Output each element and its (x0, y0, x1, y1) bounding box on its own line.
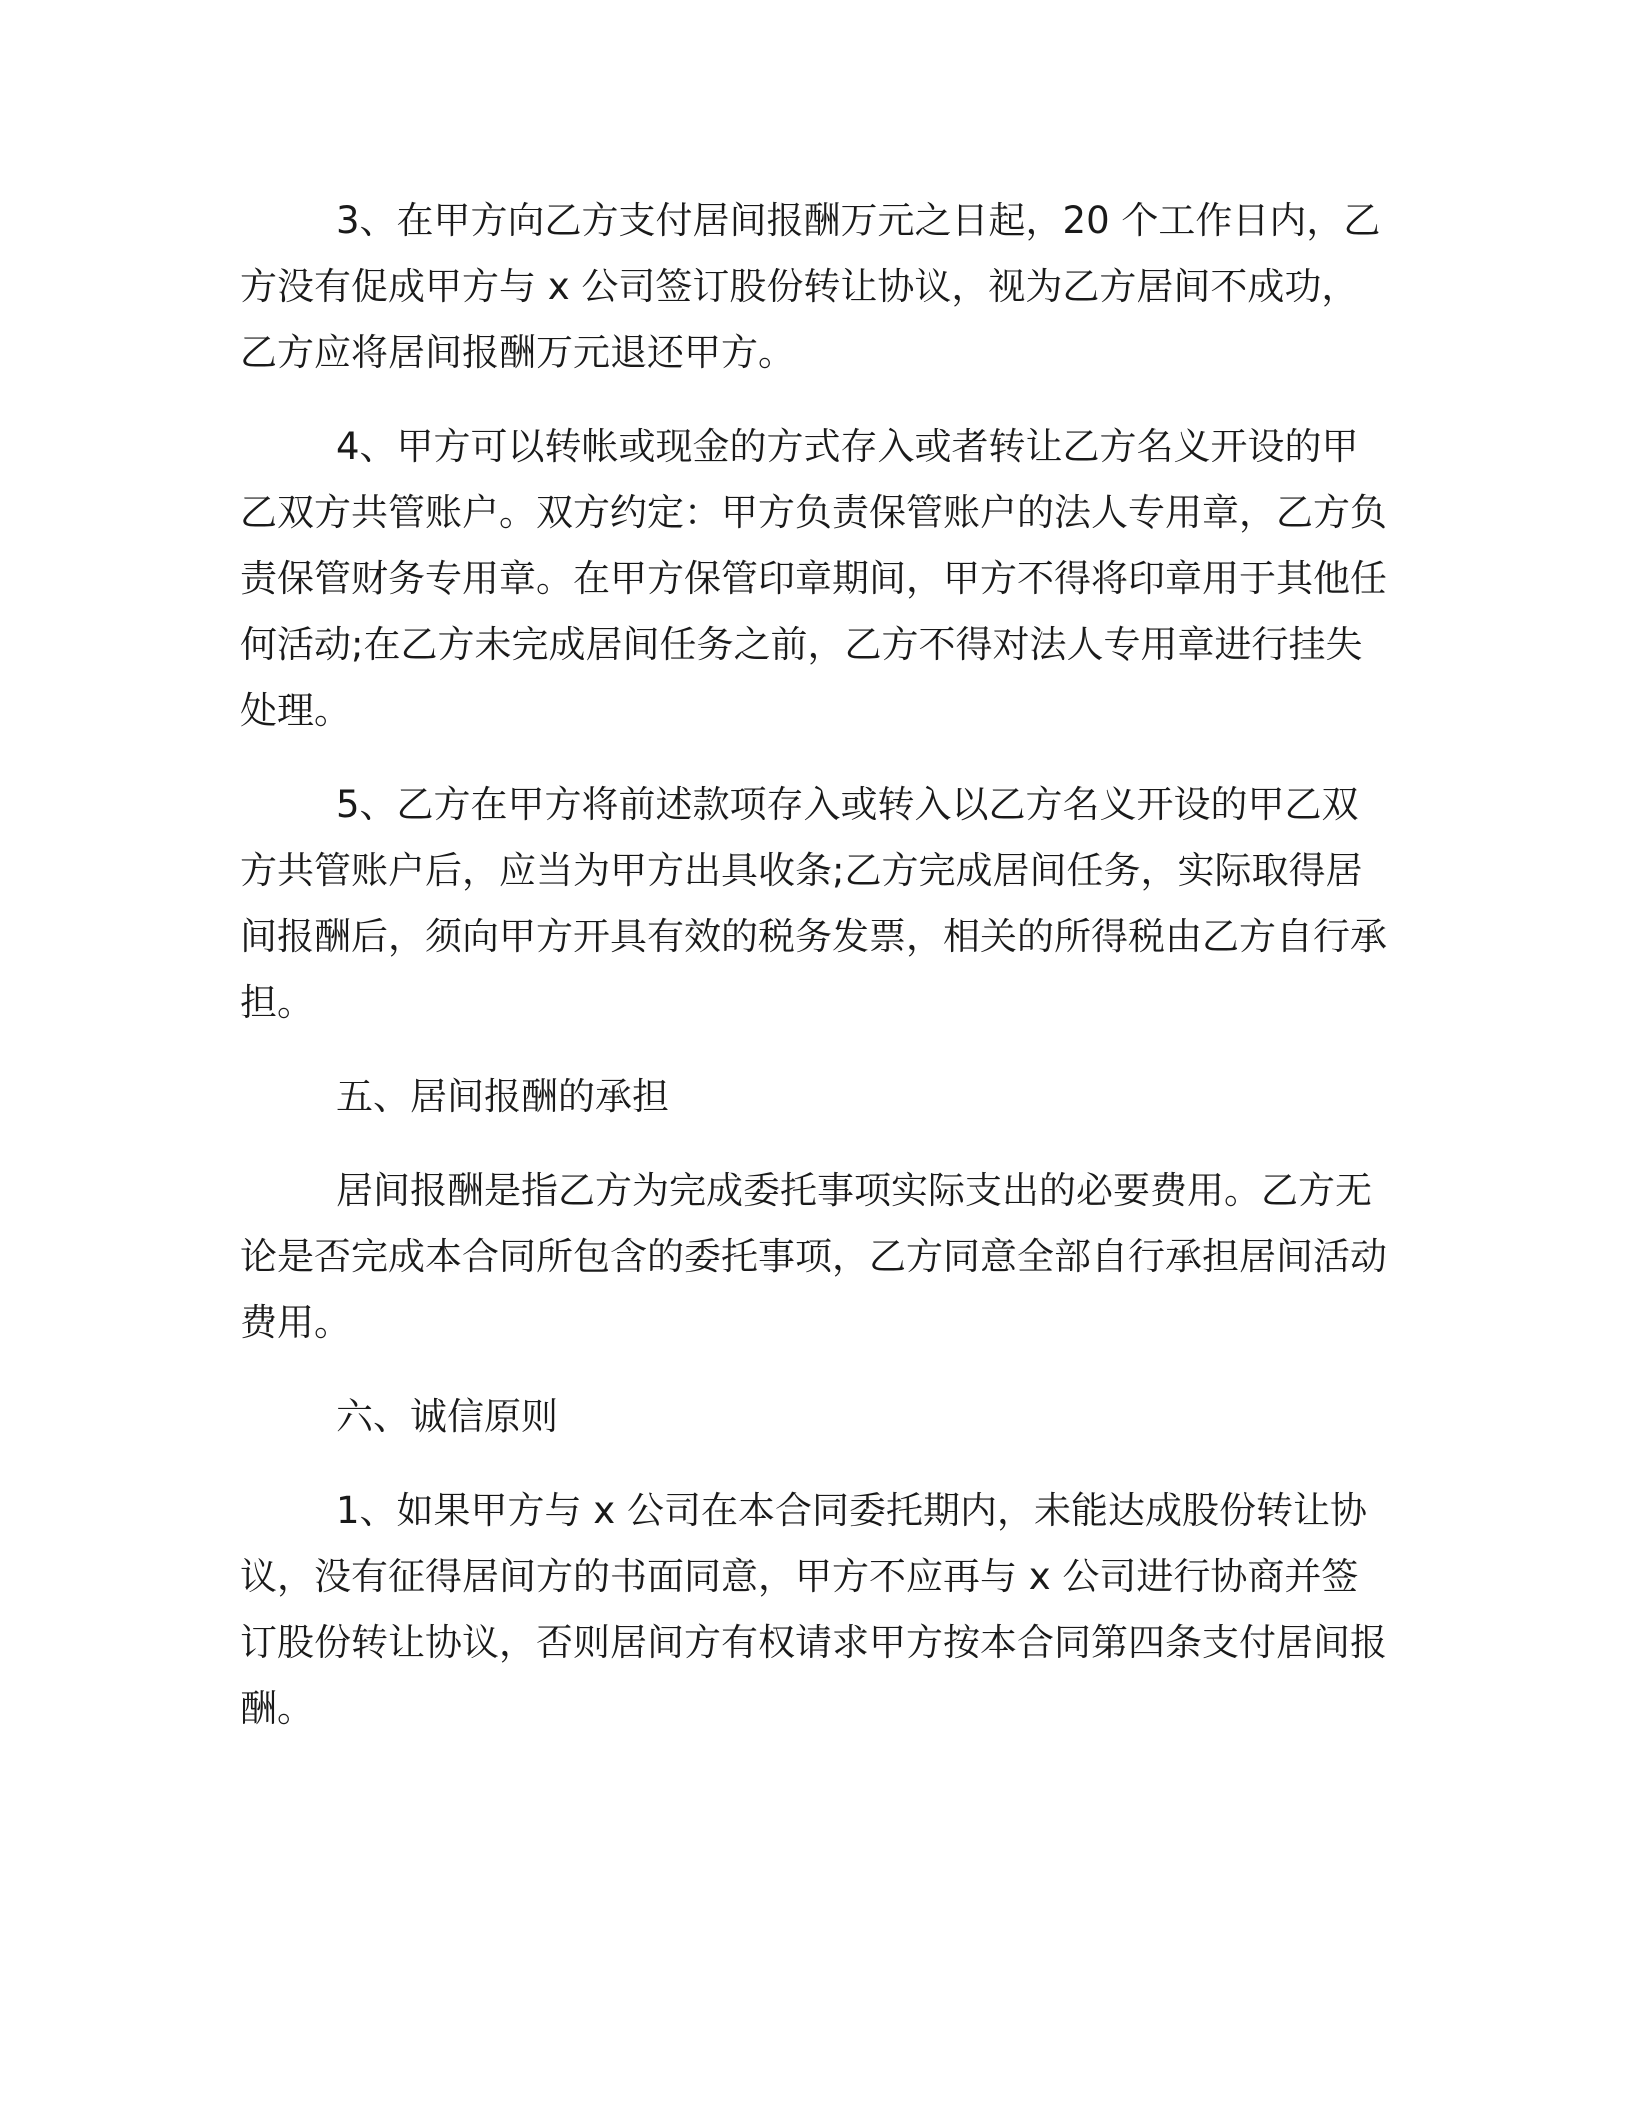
section-5-paragraph: 居间报酬是指乙方为完成委托事项实际支出的必要费用。乙方无论是否完成本合同所包含的委托事项，乙方同意全部自行承担居间活动费用。 (240, 1169, 1387, 1344)
clause-3-paragraph: 3、在甲方向乙方支付居间报酬万元之日起，20 个工作日内，乙方没有促成甲方与 x 公司签订股份转让协议，视为乙方居间不成功，乙方应将居间报酬万元退还甲方。 (240, 199, 1381, 374)
clause-5-paragraph: 5、乙方在甲方将前述款项存入或转入以乙方名义开设的甲乙双方共管账户后，应当为甲方出具收条;乙方完成居间任务，实际取得居间报酬后，须向甲方开具有效的税务发票，相关的所得税由乙方自行承担。 (240, 783, 1387, 1024)
document-body (240, 188, 1392, 1770)
section-6-clause-1-paragraph: 1、如果甲方与 x 公司在本合同委托期内，未能达成股份转让协议，没有征得居间方的书面同意，甲方不应再与 x 公司进行协商并签订股份转让协议，否则居间方有权请求甲方按本合同第四条支付居间报酬。 (240, 1489, 1387, 1730)
clause-4-paragraph: 4、甲方可以转帐或现金的方式存入或者转让乙方名义开设的甲乙双方共管账户。双方约定：甲方负责保管账户的法人专用章，乙方负责保管财务专用章。在甲方保管印章期间，甲方不得将印章用于其他任何活动;在乙方未完成居间任务之前，乙方不得对法人专用章进行挂失处理。 (240, 425, 1387, 732)
section-5-heading: 五、居间报酬的承担 (336, 1075, 669, 1118)
section-6-heading: 六、诚信原则 (336, 1395, 558, 1438)
